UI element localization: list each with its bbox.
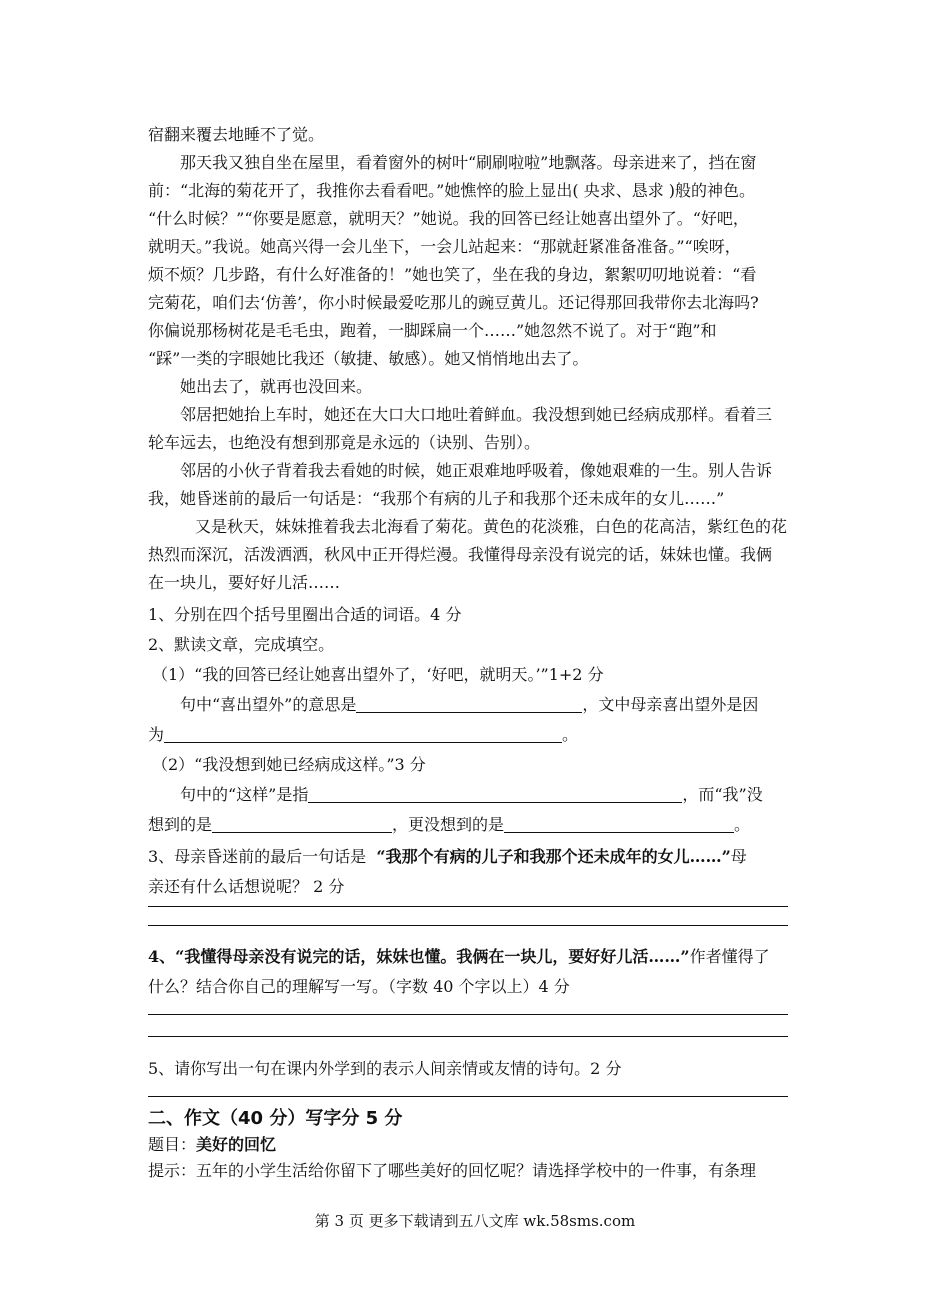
question-text: 3、母亲昏迷前的最后一句话是	[148, 847, 367, 866]
composition-title-line	[148, 1134, 838, 1156]
passage-line: “什么时候？”“你要是愿意，就明天？”她说。我的回答已经让她喜出望外了。“好吧，	[148, 209, 749, 228]
answer-blank[interactable]	[356, 696, 582, 713]
question-2-1-line-b	[148, 724, 838, 746]
question-text: 。	[734, 815, 751, 834]
page-footer: 第 3 页 更多下载请到五八文库 wk.58sms.com	[314, 1212, 636, 1230]
answer-line[interactable]	[148, 906, 788, 907]
question-2-2-line-a	[180, 784, 840, 806]
passage-line: 就明天。”我说。她高兴得一会儿坐下，一会儿站起来：“那就赶紧准备准备。”“唉呀，	[148, 237, 741, 256]
answer-blank[interactable]	[164, 726, 562, 743]
question-2-2: （2）“我没想到她已经病成这样。”3 分	[152, 755, 426, 774]
composition-heading: 二、作文（40 分）写字分 5 分	[148, 1108, 403, 1129]
passage-line: 我，她昏迷前的最后一句话是：“我那个有病的儿子和我那个还未成年的女儿……”	[148, 489, 725, 508]
passage-line: 烦不烦？几步路，有什么好准备的！”她也笑了，坐在我的身边，絮絮叨叨地说着：“看	[148, 265, 757, 284]
question-2-1: （1）“我的回答已经让她喜出望外了，‘好吧，就明天。’”1+2 分	[152, 665, 604, 684]
composition-hint: 提示：五年的小学生活给你留下了哪些美好的回忆呢？请选择学校中的一件事，有条理	[148, 1161, 757, 1180]
question-text: 句中的“这样”是指	[180, 785, 309, 804]
question-text: 作者懂得了	[689, 947, 770, 966]
answer-blank[interactable]	[212, 816, 392, 833]
question-text: ，文中母亲喜出望外是因	[582, 695, 759, 714]
question-text: 。	[562, 725, 579, 744]
question-4-line-2: 什么？结合你自己的理解写一写。（字数 40 个字以上）4 分	[148, 977, 570, 996]
answer-line[interactable]	[148, 1096, 788, 1097]
passage-line: 完菊花，咱们去‘仿善’，你小时候最爱吃那儿的豌豆黄儿。还记得那回我带你去北海吗?	[148, 293, 759, 312]
question-text: 想到的是	[148, 815, 213, 834]
question-quote: “我懂得母亲没有说完的话，妹妹也懂。我俩在一块儿，要好好儿活……”	[175, 947, 690, 966]
passage-line: 宿翻来覆去地睡不了觉。	[148, 125, 325, 144]
question-2: 2、默读文章，完成填空。	[148, 635, 335, 654]
passage-line: 在一块儿，要好好儿活……	[148, 573, 341, 592]
passage-line: 那天我又独自坐在屋里，看着窗外的树叶“刷刷啦啦”地飘落。母亲进来了，挡在窗	[180, 153, 757, 172]
question-3-line-1	[148, 846, 838, 868]
question-5: 5、请你写出一句在课内外学到的表示人间亲情或友情的诗句。2 分	[148, 1059, 622, 1078]
question-4-line-1	[148, 946, 838, 968]
answer-blank[interactable]	[504, 816, 734, 833]
passage-line: 热烈而深沉，活泼洒洒，秋风中正开得烂漫。我懂得母亲没有说完的话，妹妹也懂。我俩	[148, 545, 773, 564]
question-text: 句中“喜出望外”的意思是	[180, 695, 357, 714]
passage-line: 轮车远去，也绝没有想到那竟是永远的（诀别、告别）。	[148, 433, 541, 452]
title-label: 题目：	[148, 1135, 197, 1154]
passage-line: 邻居把她抬上车时，她还在大口大口地吐着鲜血。我没想到她已经病成那样。看着三	[180, 405, 773, 424]
question-text: ，更没想到的是	[392, 815, 505, 834]
question-2-2-line-b	[148, 814, 838, 836]
answer-line[interactable]	[148, 925, 788, 926]
passage-line: 又是秋天，妹妹推着我去北海看了菊花。黄色的花淡雅，白色的花高洁，紫红色的花	[195, 517, 788, 536]
question-quote: “我那个有病的儿子和我那个还未成年的女儿……”	[376, 847, 731, 866]
answer-line[interactable]	[148, 1036, 788, 1037]
answer-blank[interactable]	[308, 786, 682, 803]
question-text: 为	[148, 725, 165, 744]
question-3-line-2: 亲还有什么话想说呢？ 2 分	[148, 877, 345, 896]
passage-line: 邻居的小伙子背着我去看她的时候，她正艰难地呼吸着，像她艰难的一生。别人告诉	[180, 461, 773, 480]
passage-line: 她出去了，就再也没回来。	[180, 377, 373, 396]
question-2-1-line-a	[180, 694, 840, 716]
question-text: 母	[730, 847, 747, 866]
passage-line: 前：“北海的菊花开了，我推你去看看吧。”她憔悴的脸上显出( 央求、恳求 )般的神色。	[148, 181, 756, 200]
question-1: 1、分别在四个括号里圈出合适的词语。4 分	[148, 605, 462, 624]
answer-line[interactable]	[148, 1014, 788, 1015]
passage-line: 你偏说那杨树花是毛毛虫，跑着，一脚踩扁一个……”她忽然不说了。对于“跑”和	[148, 321, 717, 340]
question-text: 4、	[148, 947, 176, 966]
composition-title: 美好的回忆	[196, 1135, 277, 1154]
passage-line: “踩”一类的字眼她比我还（敏捷、敏感）。她又悄悄地出去了。	[148, 349, 589, 368]
question-text: ，而“我”没	[682, 785, 763, 804]
